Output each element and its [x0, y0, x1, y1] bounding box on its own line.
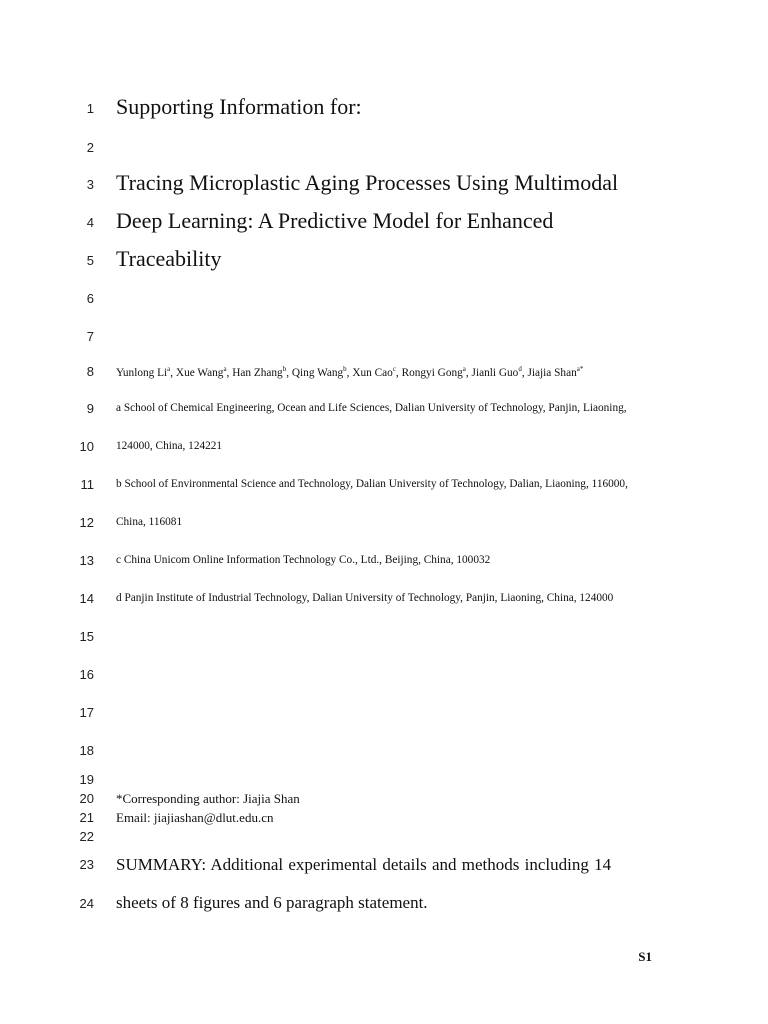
line-number: 24 [79, 896, 94, 911]
line-number: 2 [86, 140, 94, 155]
affiliation-line: c China Unicom Online Information Technology Co., Ltd., Beijing, China, 100032 [116, 554, 491, 566]
line-number: 4 [86, 215, 94, 230]
line-number: 13 [79, 553, 94, 568]
affiliation-line: a School of Chemical Engineering, Ocean and Life Sciences, Dalian University of Technology, Panjin, Liaoning, [116, 402, 627, 414]
affiliation-line: b School of Environmental Science and Technology, Dalian University of Technology, Dalian, Liaoning, 116000, [116, 478, 628, 490]
author: Xun Cao$^c$, [352, 365, 402, 379]
affiliation-line: 124000, China, 124221 [116, 440, 223, 452]
line-number: 20 [79, 791, 94, 806]
page-number: S1 [638, 949, 652, 964]
line-number: 10 [79, 439, 94, 454]
author: Jianli Guo$^d$, [471, 365, 528, 379]
line-number: 22 [79, 829, 94, 844]
author-list [116, 365, 583, 379]
summary-line: sheets of 8 figures and 6 paragraph statement. [116, 893, 428, 912]
author: Rongyi Gong$^a$, [401, 365, 472, 379]
paper-title-line: Traceability [116, 246, 222, 271]
line-number: 21 [79, 810, 94, 825]
affiliation-line: d Panjin Institute of Industrial Technology, Dalian University of Technology, Panjin, Liaoning, China, 124000 [116, 592, 614, 604]
line-number: 15 [79, 629, 94, 644]
email: Email: jiajiashan@dlut.edu.cn [116, 810, 274, 825]
corresponding-author: *Corresponding author: Jiajia Shan [116, 791, 300, 806]
author: Han Zhang$^b$, [232, 365, 292, 379]
line-number: 17 [79, 705, 94, 720]
line-number: 11 [80, 477, 94, 492]
line-number: 19 [79, 772, 94, 787]
line-number: 8 [86, 364, 94, 379]
supporting-info-heading: Supporting Information for: [116, 94, 362, 119]
line-number: 1 [86, 101, 94, 116]
paper-title-line: Tracing Microplastic Aging Processes Using Multimodal [116, 170, 619, 195]
line-number: 23 [79, 857, 94, 872]
paper-title-line: Deep Learning: A Predictive Model for Enhanced [116, 208, 554, 233]
line-number: 12 [79, 515, 94, 530]
line-number: 7 [86, 329, 94, 344]
line-number: 9 [86, 401, 94, 416]
line-number: 16 [79, 667, 94, 682]
line-number: 3 [86, 177, 94, 192]
author: Qing Wang$^b$, [291, 365, 353, 379]
affiliation-line: China, 116081 [116, 516, 183, 528]
author: Jiajia Shan$^{a*}$ [527, 365, 584, 379]
line-number: 14 [79, 591, 94, 606]
line-number: 5 [86, 253, 94, 268]
line-number: 18 [79, 743, 94, 758]
author: Yunlong Li$^a$, [116, 365, 176, 379]
summary-line: SUMMARY: Additional experimental details and methods including 14 [116, 855, 612, 874]
line-number: 6 [86, 291, 94, 306]
author: Xue Wang$^a$, [175, 365, 233, 379]
